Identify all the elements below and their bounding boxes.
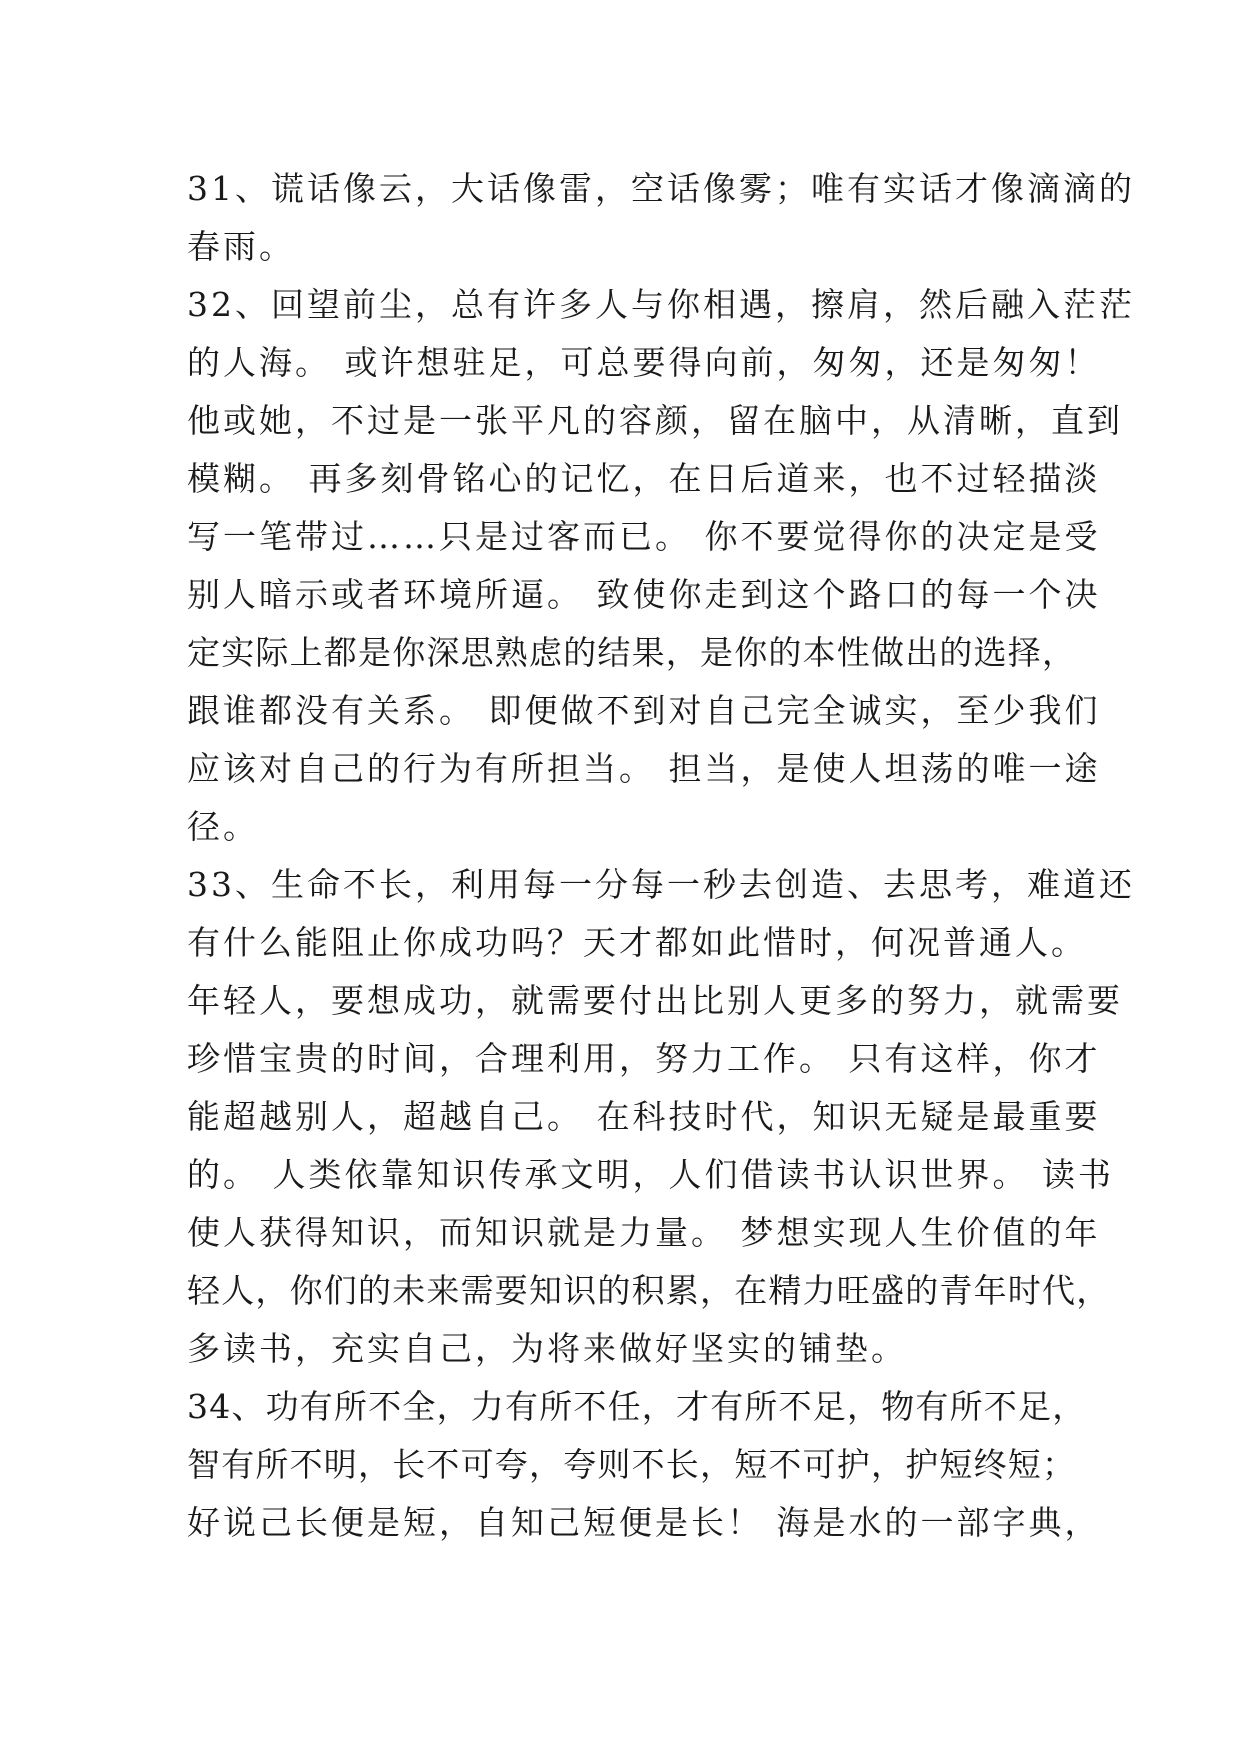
text-line: 能超越别人，超越自己。 在科技时代，知识无疑是最重要 <box>187 1097 1101 1136</box>
text-line: 34、功有所不全，力有所不任，才有所不足，物有所不足， <box>187 1387 1087 1426</box>
text-line: 的。 人类依靠知识传承文明，人们借读书认识世界。 读书 <box>187 1155 1114 1194</box>
text-line: 春雨。 <box>187 227 295 266</box>
text-line: 跟谁都没有关系。 即便做不到对自己完全诚实，至少我们 <box>187 691 1101 730</box>
text-line: 应该对自己的行为有所担当。 担当，是使人坦荡的唯一途 <box>187 749 1101 788</box>
text-line: 写一笔带过……只是过客而已。 你不要觉得你的决定是受 <box>187 517 1101 556</box>
text-line: 有什么能阻止你成功吗？天才都如此惜时，何况普通人。 <box>187 923 1087 962</box>
text-line: 使人获得知识，而知识就是力量。 梦想实现人生价值的年 <box>187 1213 1101 1252</box>
text-line: 别人暗示或者环境所逼。 致使你走到这个路口的每一个决 <box>187 575 1101 614</box>
text-line: 的人海。 或许想驻足，可总要得向前，匆匆，还是匆匆！ <box>187 343 1101 382</box>
text-line: 33、生命不长，利用每一分每一秒去创造、去思考，难道还 <box>187 865 1135 904</box>
text-line: 珍惜宝贵的时间，合理利用，努力工作。 只有这样，你才 <box>187 1039 1101 1078</box>
document-body <box>187 160 1135 1552</box>
text-line: 定实际上都是你深思熟虑的结果，是你的本性做出的选择， <box>187 633 1077 672</box>
text-line: 32、回望前尘，总有许多人与你相遇，擦肩，然后融入茫茫 <box>187 285 1135 324</box>
text-line: 轻人，你们的未来需要知识的积累，在精力旺盛的青年时代， <box>187 1271 1111 1310</box>
text-line: 多读书，充实自己，为将来做好坚实的铺垫。 <box>187 1329 907 1368</box>
text-line: 模糊。 再多刻骨铭心的记忆，在日后道来，也不过轻描淡 <box>187 459 1101 498</box>
text-line: 径。 <box>187 807 259 846</box>
text-line: 智有所不明，长不可夸，夸则不长，短不可护，护短终短； <box>187 1445 1077 1484</box>
text-line: 好说己长便是短，自知己短便是长！ 海是水的一部字典， <box>187 1503 1101 1542</box>
text-line: 31、谎话像云，大话像雷，空话像雾；唯有实话才像滴滴的 <box>187 169 1135 208</box>
text-line: 年轻人，要想成功，就需要付出比别人更多的努力，就需要 <box>187 981 1123 1020</box>
text-line: 他或她，不过是一张平凡的容颜，留在脑中，从清晰，直到 <box>187 401 1123 440</box>
